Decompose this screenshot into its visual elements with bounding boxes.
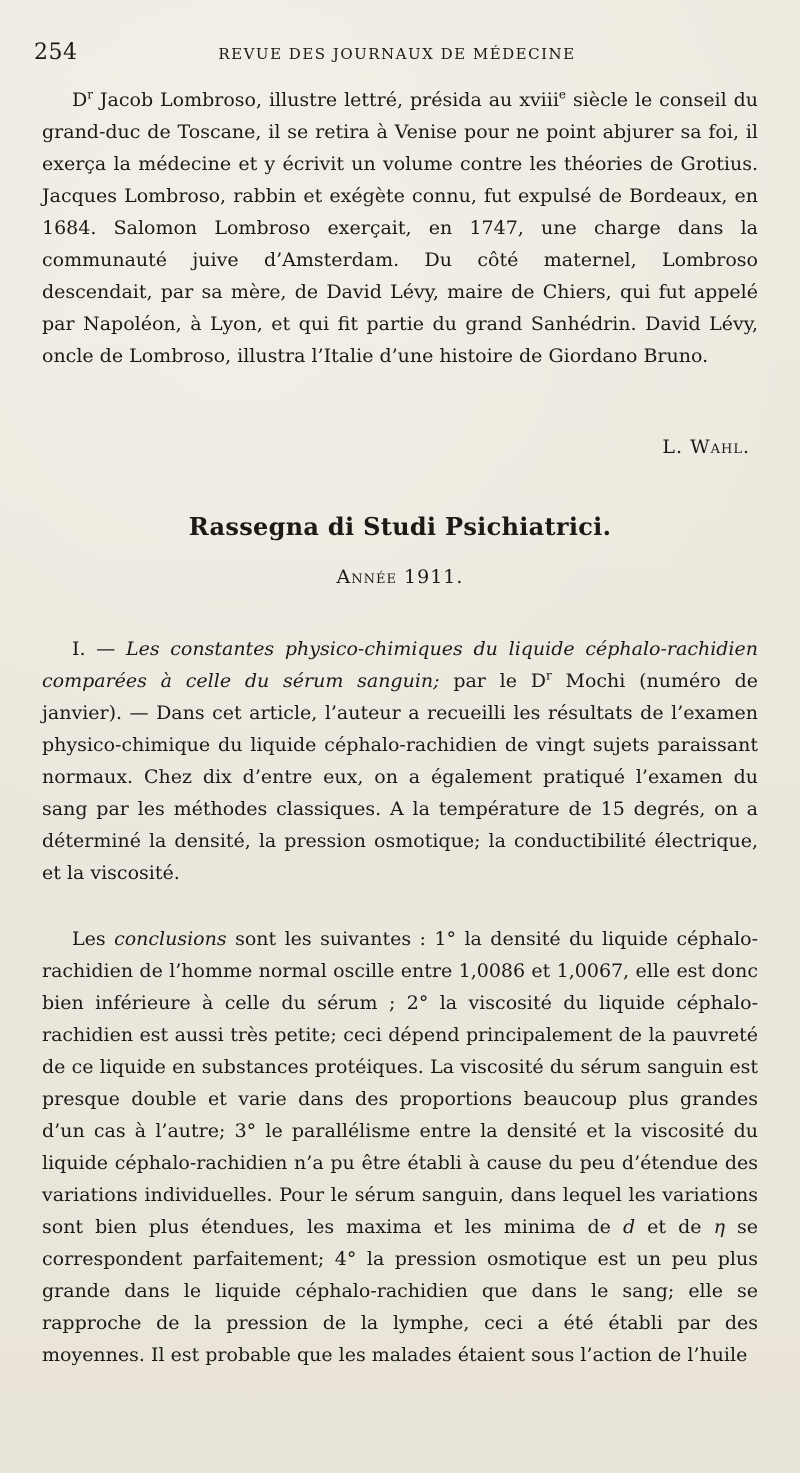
page-header — [34, 40, 760, 68]
author-signature: L. Wahl. — [662, 436, 750, 458]
article-numbering: I. — — [72, 638, 126, 660]
running-title: REVUE DES JOURNAUX DE MÉDECINE — [218, 45, 576, 63]
article-byline: par le D — [439, 670, 546, 692]
conclusions-word: conclusions — [114, 928, 227, 950]
conclusions-connector: et de — [635, 1216, 714, 1238]
year-heading: Année 1911. — [336, 566, 464, 588]
symbol-eta: η — [713, 1216, 725, 1238]
intro-superscript-dr: r — [87, 87, 93, 102]
article-paragraph-1 — [42, 633, 758, 889]
conclusions-text-2: se correspondent parfaitement; 4° la pression osmotique est un peu plus grande dans le liquide céphalo-rachidien que dans le sang; elle se rapproche de la pression de la lymphe, ceci a été établi par des moyennes. Il est probable que les malades étaient sous l’action de l’huile — [42, 1216, 758, 1366]
article-superscript-dr: r — [546, 668, 552, 683]
article-summary: Mochi (numéro de janvier). — Dans cet article, l’auteur a recueilli les résultats de l’examen physico-chimique du liquide céphalo-rachidien de vingt sujets paraissant normaux. Chez dix d’entre eux, on a également pratiqué l’examen du sang par les méthodes classiques. A la température de 15 degrés, on a déterminé la densité, la pression osmotique; la conductibilité électrique, et la viscosité. — [42, 670, 758, 884]
intro-paragraph — [42, 84, 758, 372]
intro-text-start: D — [72, 89, 88, 111]
article-paragraph-2 — [42, 923, 758, 1371]
conclusions-text-1: sont les suivantes : 1° la densité du liquide céphalo-rachidien de l’homme normal oscille entre 1,0086 et 1,0067, elle est donc bien inférieure à celle du sérum ; 2° la viscosité du liquide céphalo-rachidien est aussi très petite; ceci dépend principalement de la pauvreté de ce liquide en substances protéiques. La viscosité du sérum sanguin est presque double et varie dans des proportions beaucoup plus grandes d’un cas à l’autre; 3° le parallélisme entre la densité et la viscosité du liquide céphalo-rachidien n’a pu être établi à cause du peu d’étendue des variations individuelles. Pour le sérum sanguin, dans lequel les variations sont bien plus étendues, les maxima et les minima de — [42, 928, 759, 1238]
symbol-d: d — [622, 1216, 636, 1238]
intro-superscript-century: e — [558, 87, 567, 102]
conclusions-lead: Les — [72, 928, 115, 950]
intro-text-mid: Jacob Lombroso, illustre lettré, présida au xviii — [92, 89, 559, 111]
page-number: 254 — [34, 40, 78, 65]
intro-text-rest: siècle le conseil du grand-duc de Toscane, il se retira à Venise pour ne point abjurer sa foi, il exerça la médecine et y écrivit un volume contre les théories de Grotius. Jacques Lombroso, rabbin et exégète connu, fut expulsé de Bordeaux, en 1684. Salomon Lombroso exerçait, en 1747, une charge dans la communauté juive d’Amsterdam. Du côté maternel, Lombroso descendait, par sa mère, de David Lévy, maire de Chiers, qui fut appelé par Napoléon, à Lyon, et qui fit partie du grand Sanhédrin. David Lévy, oncle de Lombroso, illustra l’Italie d’une histoire de Giordano Bruno. — [42, 89, 758, 367]
article-title: Les constantes physico-chimiques du liquide céphalo-rachidien comparées à celle du sérum sanguin; — [42, 638, 758, 692]
section-title: Rassegna di Studi Psichiatrici. — [188, 512, 612, 541]
